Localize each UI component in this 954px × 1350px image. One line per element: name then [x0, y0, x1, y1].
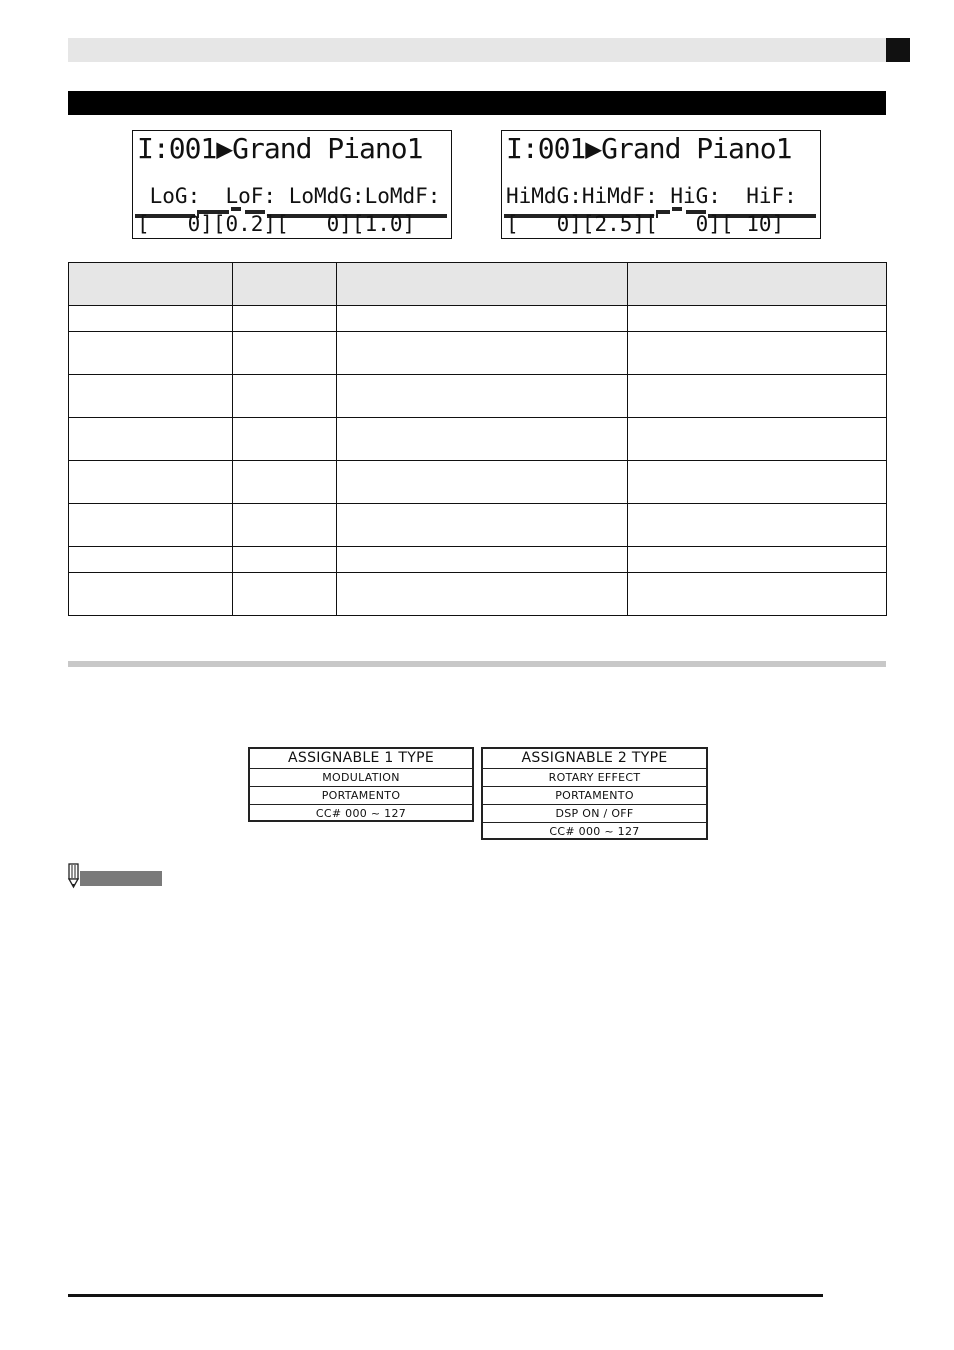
- parameter-table: [68, 262, 887, 616]
- lcd-line-4: [ 0][2.5][ 0][ 10]: [506, 212, 785, 236]
- table-header-cell: [69, 263, 233, 306]
- table-row: [69, 547, 887, 573]
- assignable-1-option: CC# 000 ~ 127: [250, 804, 472, 822]
- lcd-line-1: I:001▶Grand Piano1: [137, 132, 423, 165]
- lcd-bar-graph: [504, 168, 816, 182]
- lcd-display-low: [132, 130, 452, 239]
- assignable-2-option: ROTARY EFFECT: [483, 768, 706, 786]
- table-row: [69, 504, 887, 547]
- table-header-cell: [233, 263, 337, 306]
- table-header-cell: [628, 263, 887, 306]
- section-divider: [68, 661, 886, 667]
- note-label-bar: [80, 871, 162, 886]
- table-row: [69, 461, 887, 504]
- lcd-line-4: [ 0][0.2][ 0][1.0]: [137, 212, 416, 236]
- section-title-bar: [68, 91, 886, 115]
- lcd-display-high: [501, 130, 821, 239]
- assignable-2-title: ASSIGNABLE 2 TYPE: [521, 750, 668, 766]
- table-row: [69, 375, 887, 418]
- table-row: [69, 306, 887, 332]
- table-row: [69, 332, 887, 375]
- assignable-2-type-table: [481, 747, 708, 840]
- lcd-line-3: LoG: LoF: LoMdG:LoMdF:: [137, 184, 441, 208]
- page-header-bar: [68, 38, 886, 62]
- lcd-line-1: I:001▶Grand Piano1: [506, 132, 792, 165]
- assignable-1-option: PORTAMENTO: [250, 786, 472, 804]
- assignable-1-title: ASSIGNABLE 1 TYPE: [288, 750, 434, 766]
- assignable-2-option: DSP ON / OFF: [483, 804, 706, 822]
- lcd-bar-graph: [135, 168, 447, 182]
- table-header-row: [69, 263, 887, 306]
- footer-rule: [68, 1294, 823, 1297]
- assignable-1-option: MODULATION: [250, 768, 472, 786]
- table-row: [69, 418, 887, 461]
- assignable-2-option: CC# 000 ~ 127: [483, 822, 706, 840]
- table-row: [69, 573, 887, 616]
- assignable-1-type-table: [248, 747, 474, 822]
- page-tab-marker: [886, 38, 910, 62]
- table-header-cell: [337, 263, 628, 306]
- assignable-2-option: PORTAMENTO: [483, 786, 706, 804]
- lcd-line-3: HiMdG:HiMdF: HiG: HiF:: [506, 184, 797, 208]
